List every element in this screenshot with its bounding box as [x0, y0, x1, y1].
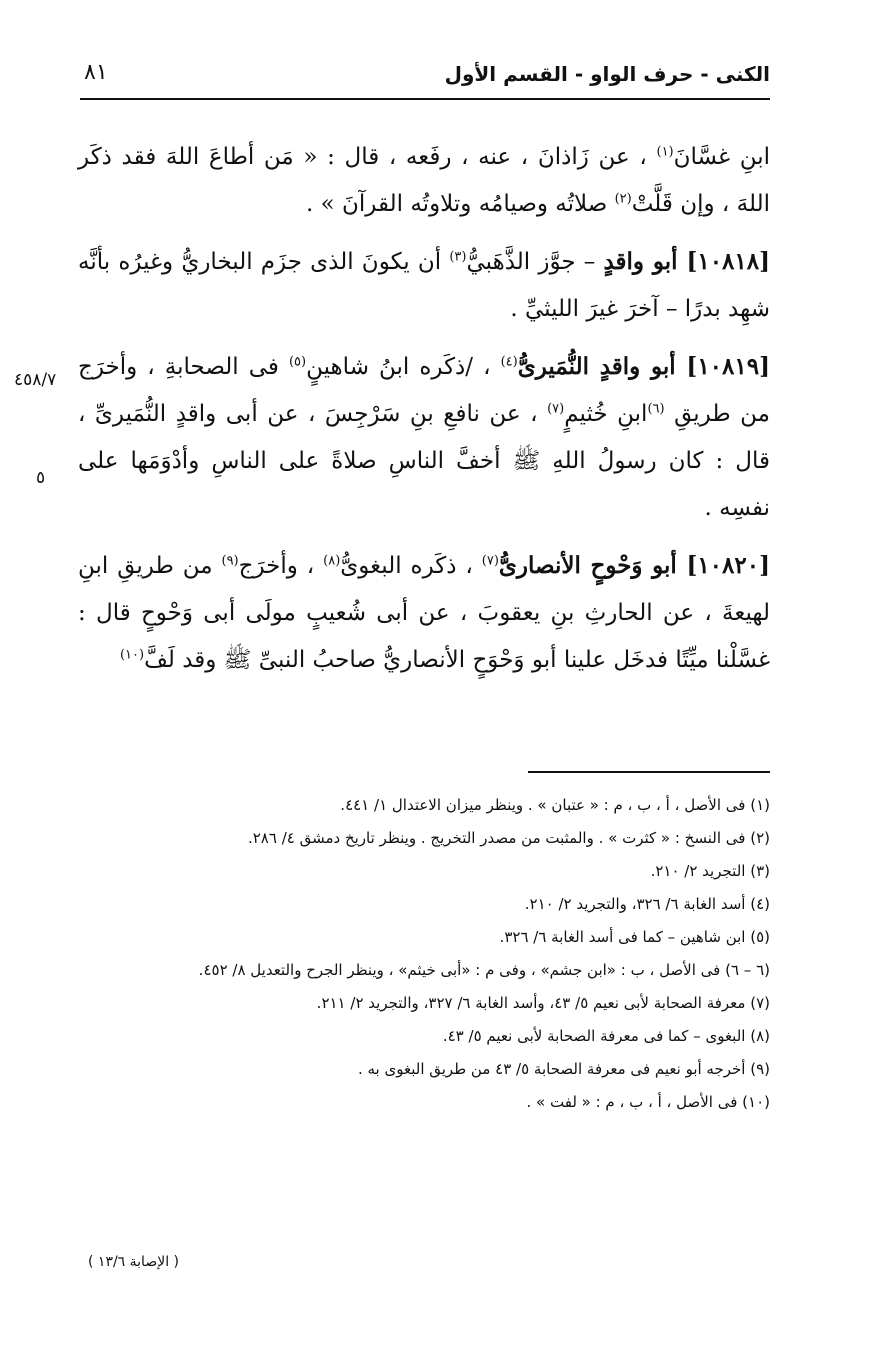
footnote-ref: (٩)	[221, 553, 239, 569]
header-title: الكنى - حرف الواو - القسم الأول	[444, 62, 770, 86]
entry-heading: [١٠٨١٩] أبو واقدٍ النُّمَيرىُّ	[517, 353, 770, 380]
footnote-ref: (٦)	[647, 401, 665, 417]
footnote-2: (٢) فى النسخ : « كثرت » . والمثبت من مصدر التخريج . وينظر تاريخ دمشق ٤/ ٢٨٦.	[247, 829, 770, 847]
text-span: ، عن نافعِ بنِ سَرْجِسَ ، عن أبى واقدٍ النُّمَيرىِّ ، قال : كان رسولُ اللهِ ﷺ أخفَّ الناسِ صلاةً على الناسِ وأدْوَمَها على نفسِه .	[78, 401, 770, 521]
signature-mark: ( الإصابة ١٣/٦ )	[88, 1254, 179, 1270]
text-span: ، /ذكَره ابنُ شاهينٍ	[306, 354, 491, 380]
footnote-ref: (١٠)	[119, 647, 145, 663]
text-span: ابنِ غسَّانَ	[673, 144, 771, 170]
footnote-10: (١٠) فى الأصل ، أ ، ب ، م : « لفت » .	[526, 1093, 770, 1111]
footnote-separator	[528, 771, 770, 773]
entry-10820	[78, 542, 770, 684]
entry-heading: [١٠٨٢٠] أبو وَحْوحٍ الأنصارىُّ	[498, 552, 770, 579]
text-span: ، ذكَره البغوىُّ	[340, 553, 473, 579]
footnote-8: (٨) البغوى – كما فى معرفة الصحابة لأبى نعيم ٥/ ٤٣.	[442, 1027, 770, 1045]
text-span: أن يكونَ الذى جزَم البخاريُّ وغيرُه بأنَّه شهِد بدرًا – آخرَ غيرَ الليثيِّ .	[78, 249, 770, 322]
text-span: ابنِ خُثيمٍ	[564, 401, 648, 427]
footnote-1: (١) فى الأصل ، أ ، ب ، م : « عتبان » . وينظر ميزان الاعتدال ١/ ٤٤١.	[340, 796, 770, 814]
footnote-ref: (٧)	[547, 401, 565, 417]
paragraph-continuation	[78, 134, 770, 228]
text-span: ، عن زَاذانَ ، عنه ، رفَعه ، قال : « مَن أطاعَ اللهَ فقد ذكَر اللهَ ، وإن قَلَّتْ	[78, 144, 770, 217]
footnote-9: (٩) أخرجه أبو نعيم فى معرفة الصحابة ٥/ ٤٣ من طريق البغوى به .	[357, 1060, 770, 1078]
margin-line-number: ٥	[36, 468, 46, 488]
footnote-ref: (٤)	[500, 354, 518, 370]
entry-10819	[78, 343, 770, 532]
footnote-ref: (١)	[656, 144, 674, 160]
text-span: ، وأخرَج	[238, 553, 315, 579]
main-text	[78, 134, 770, 694]
footnote-ref: (٢)	[614, 191, 632, 207]
footnote-6: (٦ – ٦) فى الأصل ، ب : «ابن جشم» ، وفى م : «أبى خيثم» ، وينظر الجرح والتعديل ٨/ ٤٥٢.	[198, 961, 770, 979]
margin-volume-reference: ٤٥٨/٧	[14, 370, 57, 390]
footnotes	[90, 790, 770, 1120]
header-rule	[80, 98, 770, 100]
text-span: – جوَّز الذَّهَبيُّ	[466, 249, 596, 275]
page-number: ٨١	[84, 60, 108, 85]
text-span: صلاتُه وصيامُه وتلاوتُه القرآنَ » .	[306, 191, 608, 217]
text-span: من طريقِ ابنِ لهيعةَ ، عن الحارثِ بنِ يعقوبَ ، عن أبى شُعيبٍ مولَى أبى وَحْوحٍ قال : غسَّلْنا ميِّتًا فدخَل علينا أبو وَحْوَحٍ الأنصاريُّ صاحبُ النبىِّ ﷺ وقد لَفَّ	[78, 553, 770, 673]
footnote-ref: (٥)	[288, 354, 307, 370]
entry-heading: [١٠٨١٨] أبو واقدٍ	[603, 248, 771, 275]
footnote-3: (٣) التجريد ٢/ ٢١٠.	[650, 862, 770, 880]
footnote-ref: (٣)	[449, 249, 467, 265]
footnote-ref: (٨)	[323, 553, 341, 569]
footnote-ref: (٧)	[481, 553, 499, 569]
footnote-7: (٧) معرفة الصحابة لأبى نعيم ٥/ ٤٣، وأسد الغابة ٦/ ٣٢٧، والتجريد ٢/ ٢١١.	[316, 994, 770, 1012]
footnote-4: (٤) أسد الغابة ٦/ ٣٢٦، والتجريد ٢/ ٢١٠.	[524, 895, 770, 913]
entry-10818	[78, 238, 770, 333]
footnote-5: (٥) ابن شاهين – كما فى أسد الغابة ٦/ ٣٢٦.	[499, 928, 770, 946]
text-span: فى الصحابةِ ، وأخرَج من طريقِ	[78, 354, 771, 427]
running-header	[80, 60, 770, 94]
